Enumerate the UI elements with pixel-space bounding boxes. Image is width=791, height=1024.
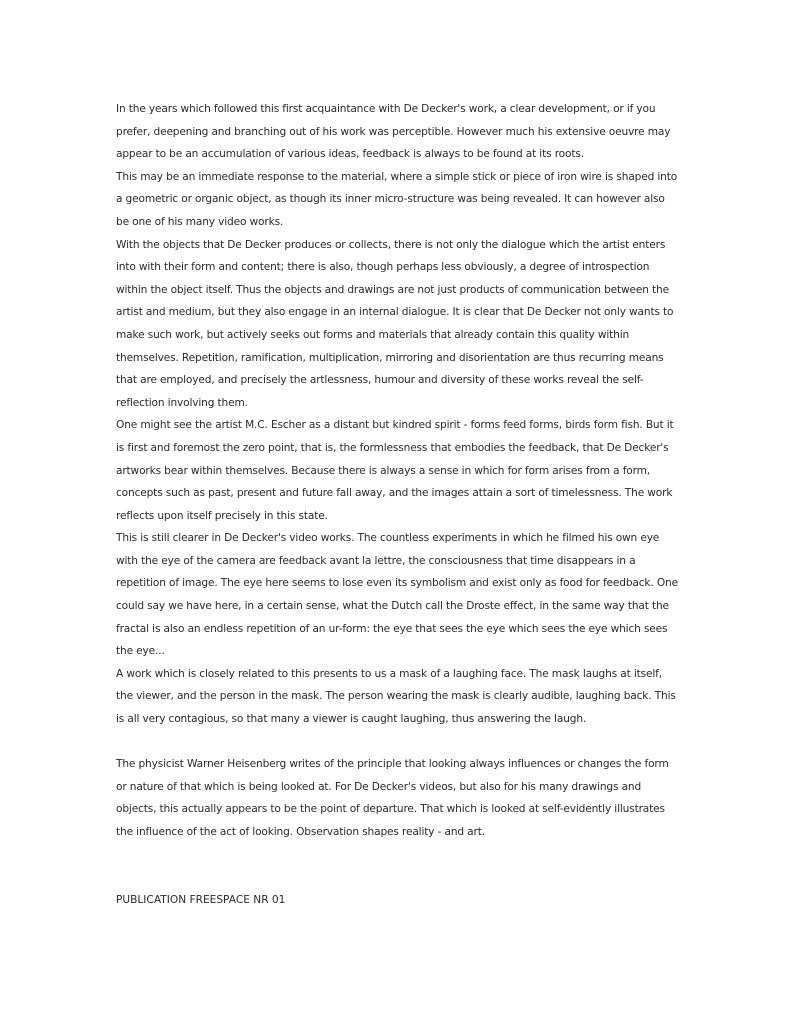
paragraph-6: A work which is closely related to this presents to us a mask of a laughing face. The mask laughs at itself, the viewer, and the person in the mask. The person wearing the mask is clearly audible, laughing back. This is all very contagious, so that many a viewer is caught laughing, thus answering the laugh. [116,667,676,726]
closing-paragraph: The physicist Warner Heisenberg writes of the principle that looking always influences or changes the form or nature of that which is being looked at. For De Decker's videos, but also for his many drawings and objects, this actually appears to be the point of departure. That which is looked at self-evidently illustrates the influence of the act of looking. Observation shapes reality - and art. [116,758,669,838]
paragraph-1: In the years which followed this first acquaintance with De Decker's work, a clear development, or if you prefer, deepening and branching out of his work was perceptible. However much his extensive oeuvre may appear to be an accumulation of various ideas, feedback is always to be found at its roots. [116,103,671,161]
document-page [116,98,678,911]
publication-footer: PUBLICATION FREESPACE NR 01 [116,893,286,906]
paragraph-2: This may be an immediate response to the material, where a simple stick or piece of iron wire is shaped into a geometric or organic object, as though its inner micro-structure was being revealed. It can however also be one of his many video works. [116,170,678,228]
paragraph-5: This is still clearer in De Decker's video works. The countless experiments in which he filmed his own eye with the eye of the camera are feedback avant la lettre, the consciousness that time disappears in a repetition of image. The eye here seems to lose even its symbolism and exist only as food for feedback. One could say we have here, in a certain sense, what the Dutch call the Droste effect, in the same way that the fractal is also an endless repetition of an ur-form: the eye that sees the eye which sees the eye which sees the eye... [116,532,678,658]
paragraph-3: With the objects that De Decker produces or collects, there is not only the dialogue which the artist enters into with their form and content; there is also, though perhaps less obviously, a degree of introspection within the object itself. Thus the objects and drawings are not just products of communication between the artist and medium, but they also engage in an internal dialogue. It is clear that De Decker not only wants to make such work, but actively seeks out forms and materials that already contain this quality within themselves. Repetition, ramification, multiplication, mirroring and disorientation are thus recurring means that are employed, and precisely the artlessness, humour and diversity of these works reveal the self-reflection involving them. [116,238,674,409]
paragraph-4: One might see the artist M.C. Escher as a distant but kindred spirit - forms feed forms, birds form fish. But it is first and foremost the zero point, that is, the formlessness that embodies the feedback, that De Decker's artworks bear within themselves. Because there is always a sense in which for form arises from a form, concepts such as past, present and future fall away, and the images attain a sort of timelessness. The work reflects upon itself precisely in this state. [116,419,674,522]
paragraph-spacer [116,731,678,754]
footer-spacer [116,844,678,889]
